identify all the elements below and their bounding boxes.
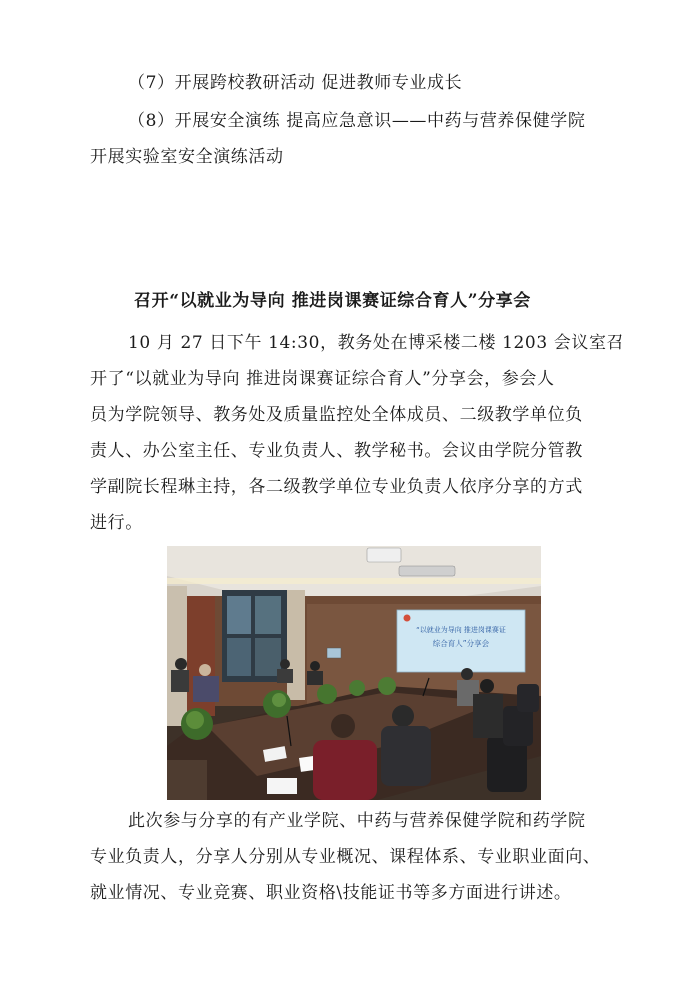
paragraph-line: 员为学院领导、教务处及质量监控处全体成员、二级教学单位负 [90,405,583,425]
paragraph-line: 责人、办公室主任、专业负责人、教学秘书。会议由学院分管教 [90,441,583,461]
paragraph-line: 此次参与分享的有产业学院、中药与营养保健学院和药学院 [128,811,586,831]
list-item-8: （8）开展安全演练 提高应急意识——中药与营养保健学院 [128,111,586,131]
screen-text-line1: “以就业为导向 推进岗课赛证 [416,626,506,634]
screen-text-line2: 综合育人”分享会 [432,639,490,648]
meeting-photo [167,546,541,800]
paragraph-line: 进行。 [90,513,143,533]
list-item-8-continued: 开展实验室安全演练活动 [90,147,284,167]
list-item-7: （7）开展跨校教研活动 促进教师专业成长 [128,73,463,93]
paragraph-line: 学副院长程琳主持，各二级教学单位专业负责人依序分享的方式 [90,477,583,497]
paragraph-line: 10 月 27 日下午 14:30，教务处在博采楼二楼 1203 会议室召 [128,333,625,353]
article-title: 召开“以就业为导向 推进岗课赛证综合育人”分享会 [134,291,531,311]
paragraph-line: 专业负责人，分享人分别从专业概况、课程体系、专业职业面向、 [90,847,601,867]
paragraph-line: 开了“以就业为导向 推进岗课赛证综合育人”分享会，参会人 [90,369,555,389]
paragraph-line: 就业情况、专业竞赛、职业资格\技能证书等多方面进行讲述。 [90,883,572,903]
